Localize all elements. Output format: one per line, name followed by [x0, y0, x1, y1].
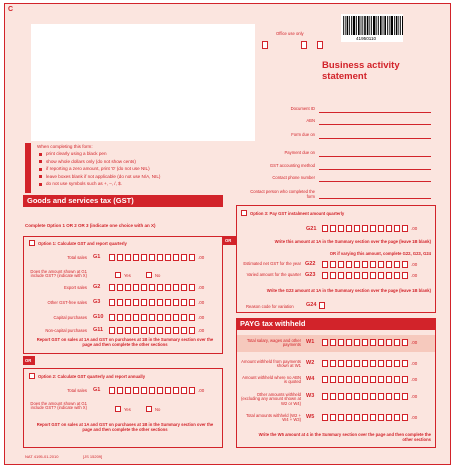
barcode-bar: [362, 16, 363, 35]
digit-box[interactable]: [338, 339, 344, 346]
option1-row-label: Capital purchases: [53, 315, 87, 320]
digit-box[interactable]: [117, 314, 123, 321]
digit-box[interactable]: [378, 414, 384, 421]
digit-box[interactable]: [378, 360, 384, 367]
digit-box[interactable]: [362, 272, 368, 279]
option1-row-code: G11: [93, 327, 104, 333]
payg-row-code: W2: [306, 360, 315, 366]
barcode-bar: [343, 16, 344, 35]
digit-box[interactable]: [354, 393, 360, 400]
option3-row-code: G23: [305, 272, 316, 278]
instruction-item: print clearly using a black pen: [46, 151, 107, 156]
digit-box[interactable]: [322, 393, 328, 400]
digit-box[interactable]: [157, 387, 163, 394]
digit-box[interactable]: [370, 414, 376, 421]
option3-title: Option 3: Pay GST instalment amount quarterly: [250, 211, 345, 216]
bullet-marker: [39, 175, 42, 178]
digit-box[interactable]: [338, 261, 344, 268]
gst-included-no-box[interactable]: [146, 406, 152, 412]
dollar-sign: .00: [411, 273, 418, 278]
digit-box[interactable]: [394, 261, 400, 268]
digit-box[interactable]: [157, 327, 163, 334]
barcode-bar: [378, 16, 379, 35]
digit-box[interactable]: [386, 339, 392, 346]
digit-box[interactable]: [181, 254, 187, 261]
digit-box[interactable]: [173, 284, 179, 291]
digit-box[interactable]: [362, 261, 368, 268]
digit-box[interactable]: [149, 327, 155, 334]
digit-box[interactable]: [109, 254, 115, 261]
digit-box[interactable]: [378, 339, 384, 346]
option1-row-label: Export sales: [63, 285, 87, 290]
barcode-bar: [373, 16, 375, 35]
digit-box[interactable]: [338, 360, 344, 367]
dollar-sign: .00: [411, 262, 418, 267]
barcode-bar: [361, 16, 362, 35]
option3-row-label: Estimated net GST for the year: [243, 261, 301, 266]
form-title: Business activity statement: [322, 60, 400, 82]
digit-box[interactable]: [386, 272, 392, 279]
digit-box[interactable]: [141, 284, 147, 291]
digit-box[interactable]: [402, 376, 408, 383]
barcode: [341, 14, 403, 42]
gst-included-yes-box[interactable]: [115, 406, 121, 412]
digit-box[interactable]: [189, 254, 195, 261]
header-field-line[interactable]: [319, 112, 431, 113]
digit-box[interactable]: [338, 393, 344, 400]
digit-box[interactable]: [109, 314, 115, 321]
digit-box[interactable]: [394, 360, 400, 367]
office-use-label: Office use only: [276, 31, 304, 36]
option1-row-code: G2: [93, 284, 101, 290]
bullet-marker: [39, 168, 42, 171]
digit-box[interactable]: [386, 360, 392, 367]
digit-box[interactable]: [133, 284, 139, 291]
digit-box[interactable]: [362, 393, 368, 400]
barcode-bar: [349, 16, 350, 35]
digit-box[interactable]: [338, 376, 344, 383]
digit-box[interactable]: [141, 327, 147, 334]
digit-box[interactable]: [181, 327, 187, 334]
reason-code-label: Reason code for variation: [246, 304, 294, 309]
option1-row-label: Other GST-free sales: [47, 300, 87, 305]
digit-box[interactable]: [370, 272, 376, 279]
digit-box[interactable]: [362, 360, 368, 367]
digit-box[interactable]: [109, 387, 115, 394]
option3-text3: Write the G23 amount at 1A in the Summary section over the page (leave 1B blank): [266, 288, 431, 293]
option1-row-label: Does the amount shown at G1 include GST? (indicate with X): [30, 269, 87, 279]
digit-box[interactable]: [149, 387, 155, 394]
digit-box[interactable]: [125, 299, 131, 306]
header-field-label: ABN: [306, 118, 315, 123]
office-use-box[interactable]: [301, 41, 307, 49]
digit-box[interactable]: [354, 360, 360, 367]
digit-box[interactable]: [402, 393, 408, 400]
dollar-sign: .00: [411, 415, 418, 420]
digit-box[interactable]: [322, 339, 328, 346]
payg-row-code: W4: [306, 376, 315, 382]
digit-box[interactable]: [370, 261, 376, 268]
option1-checkbox[interactable]: [29, 240, 35, 246]
yes-label: Yes: [124, 273, 131, 278]
digit-box[interactable]: [322, 376, 328, 383]
digit-box[interactable]: [370, 225, 376, 232]
digit-box[interactable]: [378, 376, 384, 383]
barcode-bar: [345, 16, 346, 35]
digit-box[interactable]: [189, 314, 195, 321]
dollar-sign: .00: [411, 394, 418, 399]
digit-box[interactable]: [189, 299, 195, 306]
digit-box[interactable]: [149, 254, 155, 261]
no-label: No: [155, 273, 161, 278]
option1-row-label: Total sales: [67, 255, 87, 260]
bas-form-page: [4, 3, 451, 465]
digit-box[interactable]: [173, 327, 179, 334]
or-right-label: OR: [225, 238, 232, 243]
payg-footer: Write the W5 amount at 4 in the Summary section over the page and then complete the other sections: [258, 432, 431, 443]
option3-panel: [236, 205, 436, 313]
header-field-label: Form due on: [291, 132, 315, 137]
digit-box[interactable]: [402, 360, 408, 367]
digit-box[interactable]: [157, 284, 163, 291]
digit-box[interactable]: [386, 414, 392, 421]
digit-box[interactable]: [133, 314, 139, 321]
form-corner-letter: C: [8, 6, 14, 13]
dollar-sign: .00: [198, 285, 205, 290]
digit-box[interactable]: [181, 299, 187, 306]
digit-box[interactable]: [386, 261, 392, 268]
digit-box[interactable]: [157, 299, 163, 306]
digit-box[interactable]: [370, 339, 376, 346]
digit-box[interactable]: [338, 414, 344, 421]
form-ref: [JS 15209]: [83, 454, 103, 459]
payg-row-code: W5: [306, 414, 315, 420]
digit-box[interactable]: [165, 299, 171, 306]
option3-row-code: G22: [305, 261, 316, 267]
payg-row-code: W3: [306, 393, 315, 399]
option1-row-code: G10: [93, 314, 104, 320]
digit-box[interactable]: [322, 414, 328, 421]
gst-included-no-box[interactable]: [146, 272, 152, 278]
option2-checkbox[interactable]: [29, 373, 35, 379]
digit-box[interactable]: [181, 284, 187, 291]
digit-box[interactable]: [330, 414, 336, 421]
barcode-bar: [383, 16, 384, 35]
option2-row-code: G1: [93, 387, 101, 393]
or-left-label: OR: [25, 358, 32, 363]
dollar-sign: .00: [411, 226, 418, 231]
digit-box[interactable]: [346, 272, 352, 279]
digit-box[interactable]: [354, 414, 360, 421]
reason-code-tag: G24: [306, 302, 317, 308]
barcode-bar: [367, 16, 369, 35]
digit-box[interactable]: [117, 299, 123, 306]
instruction-item: show whole dollars only (do not show cents): [46, 158, 136, 164]
header-field-line[interactable]: [319, 138, 431, 139]
digit-box[interactable]: [354, 339, 360, 346]
digit-box[interactable]: [149, 299, 155, 306]
digit-box[interactable]: [394, 272, 400, 279]
option3-checkbox[interactable]: [241, 210, 247, 216]
barcode-bar: [364, 16, 366, 35]
payg-row-label: Amount withheld where no ABN is quoted: [242, 375, 301, 385]
payg-row-code: W1: [306, 339, 315, 345]
digit-box[interactable]: [133, 387, 139, 394]
digit-box[interactable]: [173, 314, 179, 321]
no-label: No: [155, 407, 161, 412]
option3-text2: OR if varying this amount, complete G22, G23, G24: [329, 251, 431, 256]
option2-row-label: Total sales: [67, 388, 87, 393]
digit-box[interactable]: [149, 314, 155, 321]
digit-box[interactable]: [133, 254, 139, 261]
dollar-sign: .00: [198, 328, 205, 333]
digit-box[interactable]: [181, 387, 187, 394]
barcode-bar: [369, 16, 370, 35]
digit-box[interactable]: [402, 414, 408, 421]
digit-box[interactable]: [141, 254, 147, 261]
digit-box[interactable]: [386, 376, 392, 383]
barcode-bar: [347, 16, 349, 35]
digit-box[interactable]: [165, 327, 171, 334]
digit-box[interactable]: [173, 254, 179, 261]
dollar-sign: .00: [411, 340, 418, 345]
digit-box[interactable]: [394, 339, 400, 346]
digit-box[interactable]: [394, 225, 400, 232]
barcode-bar: [353, 16, 355, 35]
digit-box[interactable]: [165, 387, 171, 394]
digit-box[interactable]: [149, 284, 155, 291]
digit-box[interactable]: [354, 225, 360, 232]
barcode-bar: [400, 16, 401, 35]
digit-box[interactable]: [346, 393, 352, 400]
dollar-sign: .00: [198, 315, 205, 320]
digit-box[interactable]: [322, 272, 328, 279]
option1-title: Option 1: Calculate GST and report quarterly: [38, 241, 127, 246]
digit-box[interactable]: [189, 327, 195, 334]
digit-box[interactable]: [394, 376, 400, 383]
bullet-marker: [39, 153, 42, 156]
option1-footer: Report GST on sales at 1A and GST on purchases at 1B in the Summary section over the page and then complete the other sections: [36, 337, 214, 348]
header-field-label: GST accounting method: [269, 163, 315, 168]
header-field-line[interactable]: [319, 169, 431, 170]
header-field-line[interactable]: [319, 181, 431, 182]
digit-box[interactable]: [125, 387, 131, 394]
digit-box[interactable]: [330, 339, 336, 346]
digit-box[interactable]: [386, 225, 392, 232]
digit-box[interactable]: [322, 225, 328, 232]
payg-row-label: Other amounts withheld (excluding any amount shown at W2 or W4): [240, 392, 301, 406]
digit-box[interactable]: [378, 261, 384, 268]
digit-box[interactable]: [346, 414, 352, 421]
digit-box[interactable]: [117, 387, 123, 394]
digit-box[interactable]: [354, 376, 360, 383]
dollar-sign: .00: [411, 377, 418, 382]
digit-box[interactable]: [370, 360, 376, 367]
office-use-box[interactable]: [317, 41, 323, 49]
payg-header: PAYG tax withheld: [236, 318, 436, 330]
digit-box[interactable]: [133, 299, 139, 306]
barcode-bar: [376, 16, 377, 35]
digit-box[interactable]: [346, 225, 352, 232]
dollar-sign: .00: [198, 388, 205, 393]
dollar-sign: .00: [411, 361, 418, 366]
instruction-item: if reporting a zero amount, print '0' (do not use NIL): [46, 166, 150, 172]
option1-row-code: G3: [93, 299, 101, 305]
digit-box[interactable]: [173, 387, 179, 394]
digit-box[interactable]: [157, 314, 163, 321]
barcode-bar: [391, 16, 393, 35]
instruction-item: leave boxes blank if not applicable (do not use N/A, NIL): [46, 173, 161, 179]
digit-box[interactable]: [189, 387, 195, 394]
digit-box[interactable]: [141, 387, 147, 394]
barcode-bar: [358, 16, 360, 35]
digit-box[interactable]: [370, 393, 376, 400]
digit-box[interactable]: [117, 327, 123, 334]
gst-included-yes-box[interactable]: [115, 272, 121, 278]
digit-box[interactable]: [109, 327, 115, 334]
form-code: NAT 4195-01.2010: [25, 454, 59, 459]
digit-box[interactable]: [117, 284, 123, 291]
digit-box[interactable]: [109, 284, 115, 291]
gst-section-header: Goods and services tax (GST): [23, 195, 223, 207]
payg-row-label: Amount withheld from payments shown at W1: [241, 359, 301, 369]
address-window: [31, 24, 255, 141]
digit-box[interactable]: [322, 360, 328, 367]
digit-box[interactable]: [330, 360, 336, 367]
office-use-box[interactable]: [262, 41, 268, 49]
bullet-marker: [39, 183, 42, 186]
barcode-number: 41950110: [356, 36, 377, 41]
digit-box[interactable]: [354, 261, 360, 268]
digit-box[interactable]: [362, 376, 368, 383]
digit-box[interactable]: [402, 261, 408, 268]
digit-box[interactable]: [117, 254, 123, 261]
g21-code: G21: [306, 226, 317, 232]
complete-option-instruction: Complete Option 1 OR 2 OR 3 (indicate one choice with an X): [25, 223, 156, 228]
digit-box[interactable]: [362, 225, 368, 232]
digit-box[interactable]: [165, 284, 171, 291]
dollar-sign: .00: [198, 255, 205, 260]
digit-box[interactable]: [141, 299, 147, 306]
digit-box[interactable]: [322, 261, 328, 268]
barcode-bar: [351, 16, 352, 35]
header-field-label: Document ID: [290, 106, 315, 111]
digit-box[interactable]: [189, 284, 195, 291]
digit-box[interactable]: [346, 360, 352, 367]
barcode-bar: [396, 16, 398, 35]
option1-row-code: G1: [93, 254, 101, 260]
instruction-item: do not use symbols such as +, –, /, $.: [46, 181, 122, 187]
digit-box[interactable]: [378, 272, 384, 279]
digit-box[interactable]: [378, 225, 384, 232]
option2-row-label: Does the amount shown at G1 include GST? (indicate with X): [30, 401, 87, 411]
digit-box[interactable]: [330, 272, 336, 279]
option2-footer: Report GST on sales at 1A and GST on purchases at 1B in the Summary section over the page and then complete the other sections: [36, 422, 214, 433]
digit-box[interactable]: [125, 327, 131, 334]
digit-box[interactable]: [181, 314, 187, 321]
header-field-label: Payment due on: [284, 150, 315, 155]
barcode-bar: [402, 16, 403, 35]
header-field-line[interactable]: [319, 124, 431, 125]
digit-box[interactable]: [125, 284, 131, 291]
digit-box[interactable]: [157, 254, 163, 261]
digit-box[interactable]: [402, 225, 408, 232]
barcode-bar: [371, 16, 372, 35]
digit-box[interactable]: [402, 339, 408, 346]
digit-box[interactable]: [402, 272, 408, 279]
digit-box[interactable]: [330, 225, 336, 232]
barcode-bars: [341, 14, 403, 36]
digit-box[interactable]: [165, 254, 171, 261]
digit-box[interactable]: [346, 261, 352, 268]
header-field-label: Contact phone number: [272, 175, 315, 180]
barcode-bar: [387, 16, 388, 35]
digit-box[interactable]: [338, 272, 344, 279]
barcode-bar: [356, 16, 357, 35]
barcode-bar: [389, 16, 390, 35]
digit-box[interactable]: [109, 299, 115, 306]
option2-title: Option 2: Calculate GST quarterly and report annually: [38, 374, 146, 379]
header-field-line[interactable]: [319, 198, 431, 199]
digit-box[interactable]: [173, 299, 179, 306]
payg-row-label: Total salary, wages and other payments: [246, 338, 301, 348]
digit-box[interactable]: [394, 414, 400, 421]
digit-box[interactable]: [394, 393, 400, 400]
barcode-bar: [380, 16, 382, 35]
digit-box[interactable]: [330, 376, 336, 383]
dollar-sign: .00: [198, 300, 205, 305]
digit-box[interactable]: [362, 339, 368, 346]
yes-label: Yes: [124, 407, 131, 412]
barcode-bar: [394, 16, 395, 35]
digit-box[interactable]: [330, 393, 336, 400]
digit-box[interactable]: [370, 376, 376, 383]
payg-row-label: Total amounts withheld (W2 + W4 + W3): [245, 413, 301, 423]
option3-row-label: Varied amount for the quarter: [246, 272, 301, 277]
option1-row-label: Non-capital purchases: [45, 328, 87, 333]
barcode-bar: [398, 16, 399, 35]
instructions-heading: When completing this form:: [37, 144, 93, 149]
digit-box[interactable]: [362, 414, 368, 421]
digit-box[interactable]: [354, 272, 360, 279]
digit-box[interactable]: [141, 314, 147, 321]
digit-box[interactable]: [346, 376, 352, 383]
digit-box[interactable]: [338, 225, 344, 232]
header-field-line[interactable]: [319, 156, 431, 157]
digit-box[interactable]: [330, 261, 336, 268]
digit-box[interactable]: [165, 314, 171, 321]
header-field-label: Contact person who completed the form: [250, 189, 315, 199]
barcode-bar: [384, 16, 386, 35]
bullet-marker: [39, 160, 42, 163]
instructions-bar: [25, 143, 31, 193]
digit-box[interactable]: [125, 254, 131, 261]
digit-box[interactable]: [378, 393, 384, 400]
digit-box[interactable]: [125, 314, 131, 321]
digit-box[interactable]: [386, 393, 392, 400]
reason-code-box[interactable]: [319, 302, 325, 309]
digit-box[interactable]: [346, 339, 352, 346]
option3-text1: Write this amount at 1A in the Summary section over the page (leave 1B blank): [274, 239, 431, 244]
digit-box[interactable]: [133, 327, 139, 334]
